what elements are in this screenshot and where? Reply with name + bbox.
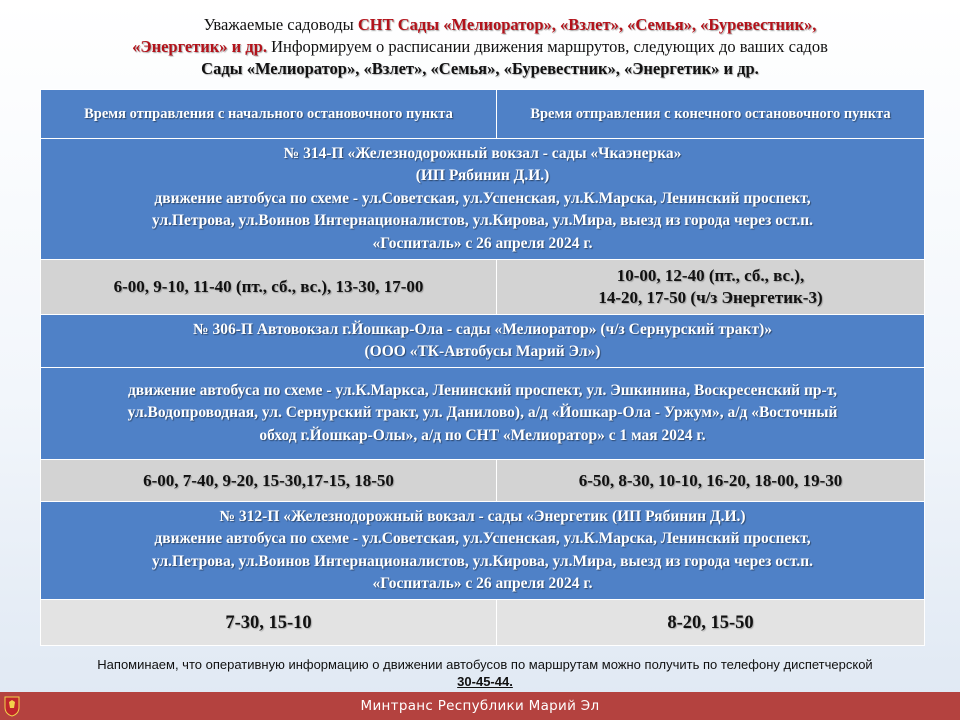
header-garden-list: СНТ Сады «Мелиоратор», «Взлет», «Семья», «Буревестник», [357, 15, 817, 34]
route-314-row [41, 139, 925, 260]
route-312-title: № 312-П «Железнодорожный вокзал - сады «Энергетик (ИП Рябинин Д.И.) [219, 507, 746, 525]
route-306-end-times: 6-50, 8-30, 10-10, 16-20, 18-00, 19-30 [497, 460, 925, 502]
route-306-title [41, 315, 925, 368]
header-info-text: Информируем о расписании движения маршрутов, следующих до ваших садов [266, 37, 828, 56]
route-314-scheme-line-2: ул.Петрова, ул.Воинов Интернационалистов, ул.Кирова, ул.Мира, выезд из города через ост.п. [151, 212, 814, 230]
route-306-scheme-line-2: ул.Водопроводная, ул. Сернурский тракт, ул. Данилово), а/д «Йошкар-Ола - Уржум», а/д «Восточный [127, 404, 838, 422]
footer-ministry-name: Минтранс Республики Марий Эл [360, 698, 600, 714]
announcement-header [40, 14, 920, 80]
route-306-title-line-1: № 306-П Автовокзал г.Йошкар-Ола - сады «Мелиоратор» (ч/з Сернурский тракт)» [193, 320, 772, 338]
route-312-scheme-line-3: «Госпиталь» с 26 апреля 2024 г. [372, 575, 593, 592]
schedule-table [40, 89, 925, 646]
coat-of-arms-icon [4, 695, 20, 717]
column-header-end: Время отправления с конечного остановочного пункта [497, 90, 925, 139]
route-312-times-row [41, 600, 925, 646]
route-312-start-times: 7-30, 15-10 [41, 600, 497, 646]
route-306-title-row [41, 315, 925, 368]
route-314-times-row [41, 260, 925, 315]
route-312-scheme-line-1: движение автобуса по схеме - ул.Советская, ул.Успенская, ул.К.Марска, Ленинский проспект, [154, 530, 811, 547]
route-314-scheme-line-3: «Госпиталь» с 26 апреля 2024 г. [372, 234, 593, 252]
header-line-1 [40, 14, 920, 36]
route-314-description [41, 139, 925, 260]
route-312-end-times: 8-20, 15-50 [497, 600, 925, 646]
route-312-description [41, 502, 925, 600]
column-header-start: Время отправления с начального остановочного пункта [41, 90, 497, 139]
route-314-end-times-line-2: 14-20, 17-50 (ч/з Энергетик-3) [598, 288, 823, 307]
route-306-scheme-line-3: обход г.Йошкар-Олы», а/д по СНТ «Мелиоратор» с 1 мая 2024 г. [259, 426, 706, 444]
dispatcher-phone: 30-45-44. [457, 674, 513, 689]
route-314-end-times-line-1: 10-00, 12-40 (пт., сб., вс.), [616, 266, 805, 285]
route-314-title: № 314-П «Железнодорожный вокзал - сады «Чкаэнерка» [283, 144, 682, 162]
route-314-start-times: 6-00, 9-10, 11-40 (пт., сб., вс.), 13-30, 17-00 [41, 260, 497, 315]
route-312-row [41, 502, 925, 600]
route-306-times-row [41, 460, 925, 502]
route-306-operator: (ООО «ТК-Автобусы Марий Эл») [364, 343, 601, 360]
dispatcher-note-text: Напоминаем, что оперативную информацию о движении автобусов по маршрутам можно получить по телефону диспетчерской [97, 657, 873, 672]
route-306-scheme-row [41, 368, 925, 460]
header-line-2 [40, 36, 920, 58]
route-312-scheme-line-2: ул.Петрова, ул.Воинов Интернационалистов, ул.Кирова, ул.Мира, выезд из города через ост.п. [151, 552, 814, 570]
route-314-end-times [497, 260, 925, 315]
footer-bar [0, 692, 960, 720]
route-306-scheme [41, 368, 925, 460]
header-garden-list-end: «Энергетик» и др. [132, 37, 267, 56]
dispatcher-note [40, 656, 930, 690]
header-gardens-summary: Сады «Мелиоратор», «Взлет», «Семья», «Буревестник», «Энергетик» и др. [201, 59, 759, 78]
route-314-operator: (ИП Рябинин Д.И.) [415, 167, 550, 185]
header-greeting: Уважаемые садоводы [203, 15, 358, 34]
route-306-scheme-line-1: движение автобуса по схеме - ул.К.Маркса, Ленинский проспект, ул. Эшкинина, Воскресенский пр-т, [127, 381, 838, 399]
route-306-start-times: 6-00, 7-40, 9-20, 15-30,17-15, 18-50 [41, 460, 497, 502]
table-header-row [41, 90, 925, 139]
route-314-scheme-line-1: движение автобуса по схеме - ул.Советская, ул.Успенская, ул.К.Марска, Ленинский проспект, [154, 189, 811, 207]
header-line-3 [40, 58, 920, 80]
